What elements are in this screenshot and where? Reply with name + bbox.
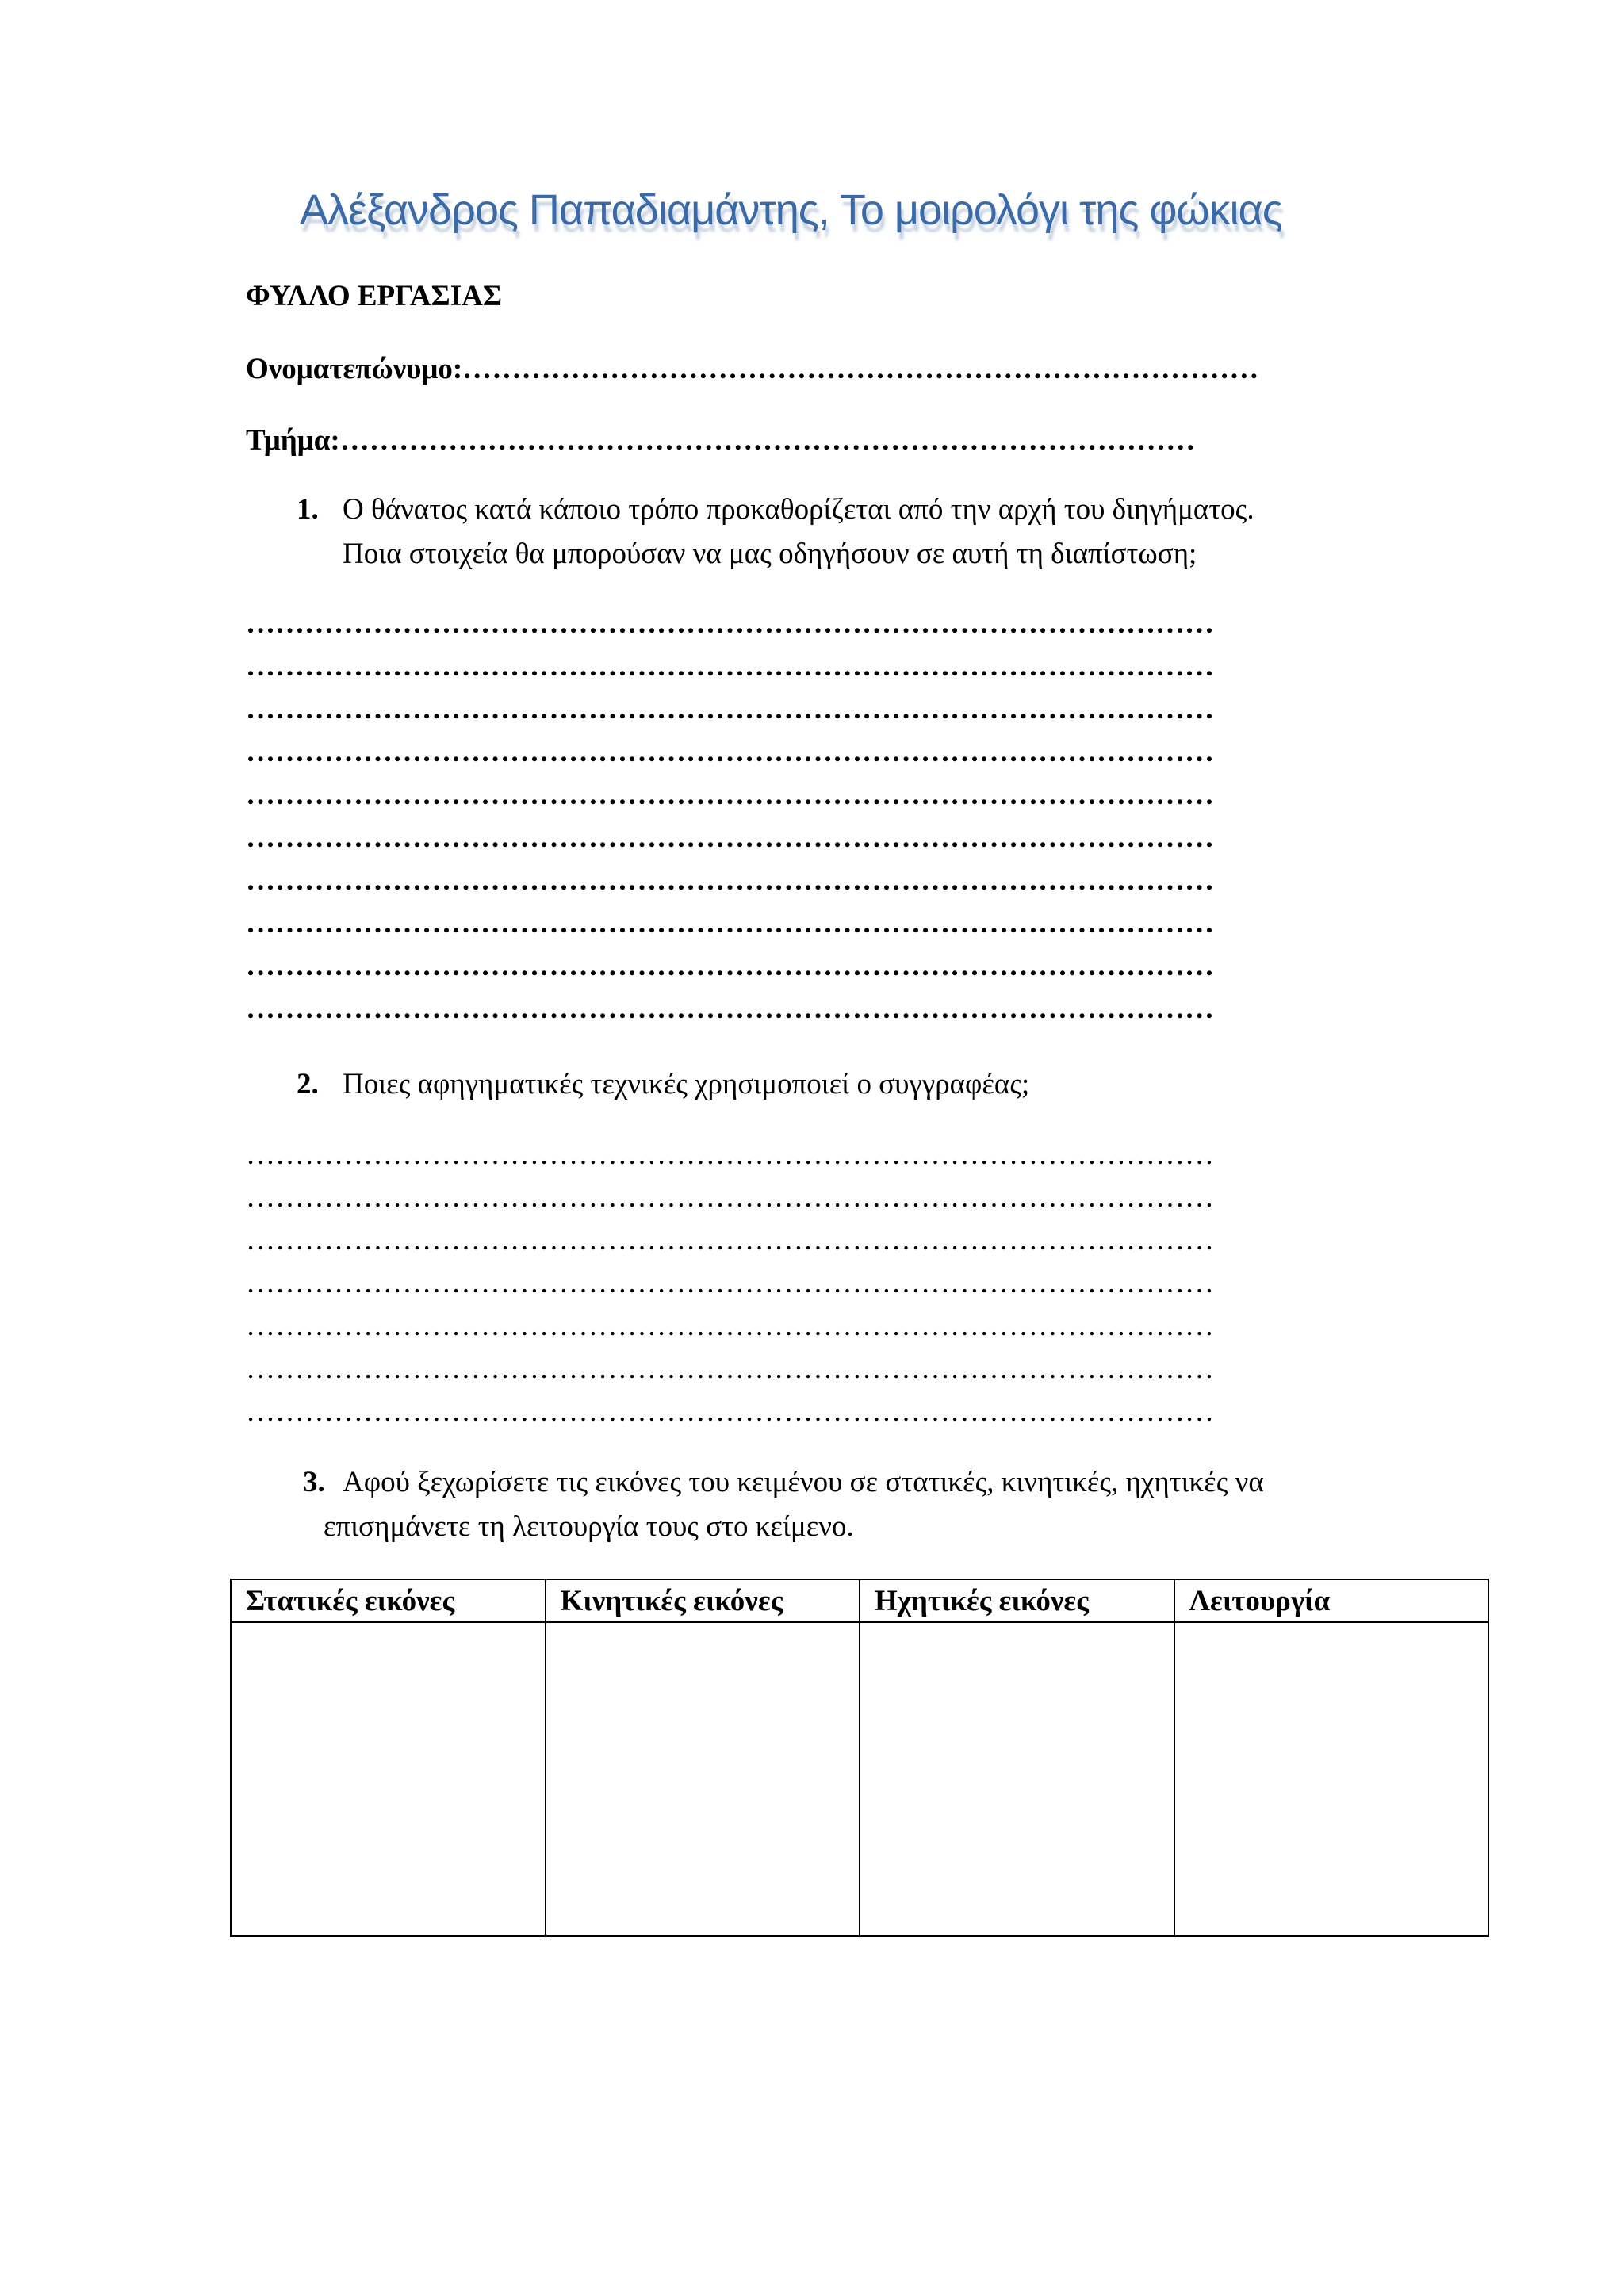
table-cell-static-images[interactable] (231, 1622, 546, 1936)
answer-line[interactable]: ……………………………………………………………………………………… (246, 650, 1214, 683)
column-header-sound-images: Ηχητικές εικόνες (860, 1579, 1174, 1622)
question-text: Ποια στοιχεία θα μπορούσαν να μας οδηγήσουν σε αυτή τη διαπίστωση; (343, 538, 1197, 570)
question-text: Ποιες αφηγηματικές τεχνικές χρησιμοποιεί ο συγγραφέας; (343, 1068, 1030, 1100)
name-blank[interactable]: ……………………………………………………………………… (462, 353, 1259, 385)
answer-line[interactable]: ……………………………………………………………………………………… (246, 779, 1214, 811)
table-cell-sound-images[interactable] (860, 1622, 1174, 1936)
answer-line[interactable]: ……………………………………………………………………………………… (246, 1138, 1214, 1171)
answer-line[interactable]: ……………………………………………………………………………………… (246, 1224, 1214, 1257)
question-2 (297, 1062, 1029, 1107)
answer-line[interactable]: ……………………………………………………………………………………… (246, 821, 1214, 854)
answer-line[interactable]: ……………………………………………………………………………………… (246, 907, 1214, 939)
class-label: Τμήμα: (246, 424, 340, 457)
answer-line[interactable]: ……………………………………………………………………………………… (246, 1310, 1214, 1342)
worksheet-heading: ΦΥΛΛΟ ΕΡΓΑΣΙΑΣ (246, 280, 503, 312)
question-number: 3. (303, 1466, 325, 1498)
column-header-kinetic-images: Κινητικές εικόνες (546, 1579, 860, 1622)
answer-line[interactable]: ……………………………………………………………………………………… (246, 1267, 1214, 1299)
question-1 (297, 488, 1254, 576)
table-row (231, 1622, 1488, 1936)
question-text: επισημάνετε τη λειτουργία τους στο κείμενο. (324, 1510, 854, 1543)
answer-area-2[interactable] (246, 1134, 1364, 1433)
answer-line[interactable]: ……………………………………………………………………………………… (246, 607, 1214, 640)
document-title: Αλέξανδρος Παπαδιαμάντης, Το μοιρολόγι της φώκιας (300, 186, 1282, 234)
images-table (230, 1578, 1489, 1937)
name-label: Ονοματεπώνυμο: (246, 353, 463, 385)
answer-line[interactable]: ……………………………………………………………………………………… (246, 993, 1214, 1025)
table-cell-function[interactable] (1174, 1622, 1489, 1936)
answer-line[interactable]: ……………………………………………………………………………………… (246, 1181, 1214, 1214)
column-header-static-images: Στατικές εικόνες (231, 1579, 546, 1622)
column-header-function: Λειτουργία (1174, 1579, 1489, 1622)
table-header-row (231, 1579, 1488, 1622)
question-text: Ο θάνατος κατά κάποιο τρόπο προκαθορίζεται από την αρχή του διηγήματος. (343, 493, 1254, 526)
name-field (246, 352, 1259, 386)
table-cell-kinetic-images[interactable] (546, 1622, 860, 1936)
question-text: Αφού ξεχωρίσετε τις εικόνες του κειμένου σε στατικές, κινητικές, ηχητικές να (343, 1466, 1264, 1498)
answer-line[interactable]: ……………………………………………………………………………………… (246, 1395, 1214, 1428)
question-number: 2. (297, 1068, 319, 1100)
question-3 (303, 1460, 1264, 1549)
answer-line[interactable]: ……………………………………………………………………………………… (246, 864, 1214, 897)
answer-line[interactable]: ……………………………………………………………………………………… (246, 693, 1214, 725)
class-field (246, 423, 1196, 457)
class-blank[interactable]: …………………………………………………………………………… (339, 424, 1196, 457)
question-number: 1. (297, 493, 319, 526)
answer-line[interactable]: ……………………………………………………………………………………… (246, 1353, 1214, 1385)
answer-area-1[interactable] (246, 603, 1364, 1031)
answer-line[interactable]: ……………………………………………………………………………………… (246, 736, 1214, 768)
answer-line[interactable]: ……………………………………………………………………………………… (246, 950, 1214, 982)
